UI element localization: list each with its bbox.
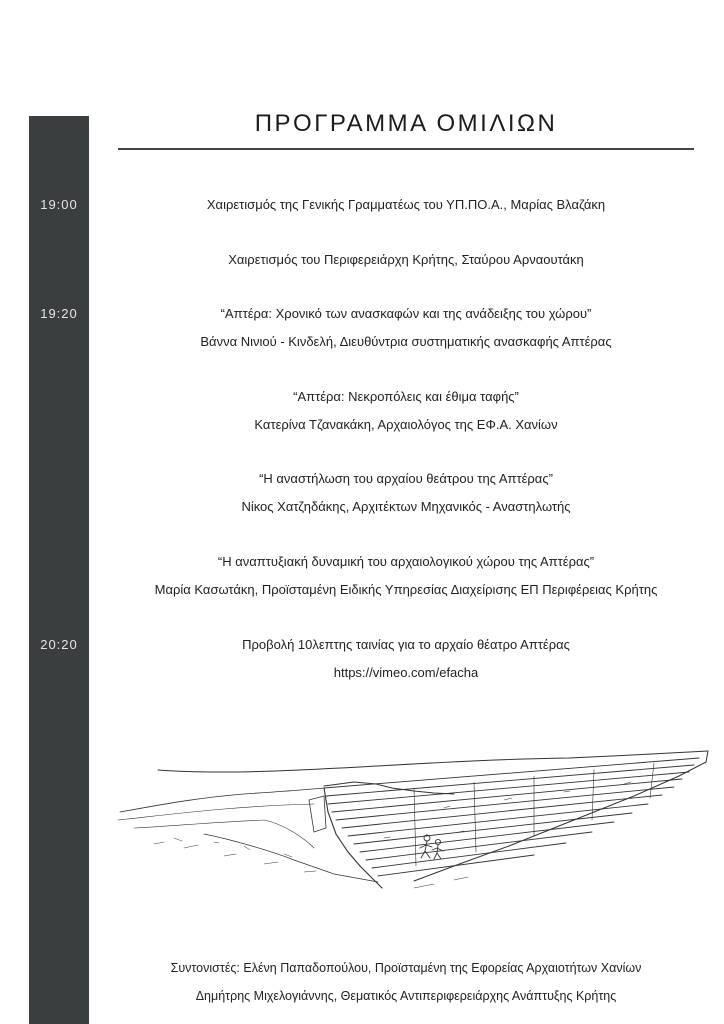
speaker-line: Μαρία Κασωτάκη, Προϊσταμένη Ειδικής Υπηρεσίας Διαχείρισης ΕΠ Περιφέρειας Κρήτης — [154, 582, 658, 597]
program-line: Χαιρετισμός του Περιφερειάρχη Κρήτης, Σταύρου Αρναουτάκη — [228, 252, 584, 267]
talk-title: “Η αναπτυξιακή δυναμική του αρχαιολογικού χώρου της Απτέρας” — [217, 554, 595, 569]
talk-title: “Η αναστήλωση του αρχαίου θεάτρου της Απτέρας” — [259, 471, 553, 486]
speaker-line: Νίκος Χατζηδάκης, Αρχιτέκτων Μηχανικός - Αναστηλωτής — [241, 499, 571, 514]
time-label: 20:20 — [40, 637, 78, 652]
title-divider — [118, 148, 694, 150]
timeline-sidebar — [29, 116, 89, 1024]
speaker-line: Κατερίνα Τζανακάκη, Αρχαιολόγος της ΕΦ.Α. Χανίων — [254, 417, 558, 432]
coordinators-line: Συντονιστές: Ελένη Παπαδοπούλου, Προϊσταμένη της Εφορείας Αρχαιοτήτων Χανίων — [170, 961, 642, 975]
talk-title: “Απτέρα: Νεκροπόλεις και έθιμα ταφής” — [293, 389, 519, 404]
theatre-drawing — [114, 748, 714, 898]
program-line: Χαιρετισμός της Γενικής Γραμματέως του ΥΠ.ΠΟ.Α., Μαρίας Βλαζάκη — [206, 197, 606, 212]
time-label: 19:20 — [40, 306, 78, 321]
time-label: 19:00 — [40, 197, 78, 212]
coordinators-line: Δημήτρης Μιχελογιάννης, Θεματικός Αντιπεριφερειάρχης Ανάπτυξης Κρήτης — [195, 989, 617, 1003]
video-link[interactable]: https://vimeo.com/efacha — [333, 665, 479, 680]
talk-title: “Απτέρα: Χρονικό των ανασκαφών και της ανάδειξης του χώρου” — [220, 306, 592, 321]
program-line: Προβολή 10λεπτης ταινίας για το αρχαίο θέατρο Απτέρας — [242, 637, 570, 652]
speaker-line: Βάννα Νινιού - Κινδελή, Διευθύντρια συστηματικής ανασκαφής Απτέρας — [200, 334, 612, 349]
page-title: ΠΡΟΓΡΑΜΜΑ ΟΜΙΛΙΩΝ — [254, 110, 558, 137]
